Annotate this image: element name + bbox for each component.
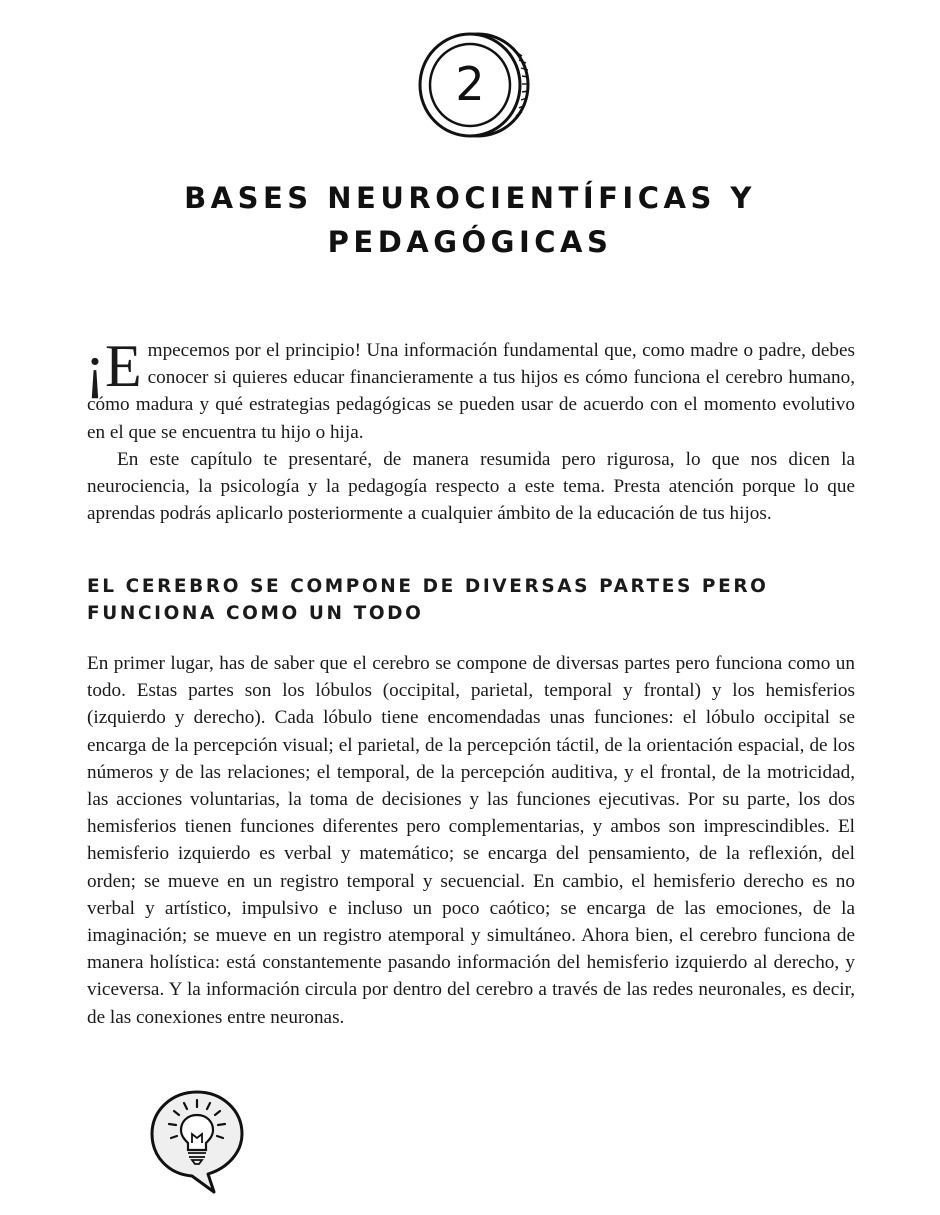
chapter-title-line-2: PEDAGÓGICAS xyxy=(327,225,613,259)
intro-text xyxy=(85,333,855,527)
section-heading xyxy=(87,573,867,627)
drop-cap: ¡E xyxy=(85,333,142,399)
chapter-number: 2 xyxy=(455,57,485,111)
section-body xyxy=(87,650,855,1031)
section-heading-line-1: EL CEREBRO SE COMPONE DE DIVERSAS PARTES PERO xyxy=(87,576,769,597)
chapter-title-line-1: BASES NEUROCIENTÍFICAS Y xyxy=(184,181,756,215)
chapter-title xyxy=(120,176,820,264)
intro-paragraph-2: En este capítulo te presentaré, de manera resumida pero rigurosa, lo que nos dicen la neurociencia, la psicología y la pedagogía respecto a este tema. Presta atención porque lo que aprendas podrás aplicarlo posteriormente a cualquier ámbito de la educación de tus hijos. xyxy=(87,448,855,525)
lightbulb-speech-bubble-icon xyxy=(148,1088,246,1194)
intro-paragraph-1-text: mpecemos por el principio! Una información fundamental que, como madre o padre, debes conocer si quieres educar financieramente a tus hijos es cómo funciona el cerebro humano, cómo madura y qué estrategias pedagógicas se pueden usar de acuerdo con el momento evolutivo en el que se encuentra tu hijo o hija. xyxy=(87,340,855,443)
section-heading-line-2: FUNCIONA COMO UN TODO xyxy=(87,603,424,624)
section-paragraph: En primer lugar, has de saber que el cerebro se compone de diversas partes pero funciona como un todo. Estas partes son los lóbulos (occipital, parietal, temporal y frontal) y los hemisferios (izquierdo y derecho). Cada lóbulo tiene encomendadas unas funciones: el lóbulo occipital se encarga de la percepción visual; el parietal, de la percepción táctil, de la orientación espacial, de los números y de las relaciones; el temporal, de la percepción auditiva, y el frontal, de la motricidad, las acciones voluntarias, la toma de decisiones y las funciones ejecutivas. Por su parte, los dos hemisferios tienen funciones diferentes pero complementarias, y ambos son imprescindibles. El hemisferio izquierdo es verbal y matemático; se encarga del pensamiento, de la reflexión, del orden; se mueve en un registro temporal y secuencial. En cambio, el hemisferio derecho es no verbal y artístico, impulsivo e incluso un poco caótico; se encarga de las emociones, de la imaginación; se mueve en un registro atemporal y simultáneo. Ahora bien, el cerebro funciona de manera holística: está constantemente pasando información del hemisferio izquierdo al derecho, y viceversa. Y la información circula por dentro del cerebro a través de las redes neuronales, es decir, de las conexiones entre neuronas. xyxy=(87,653,855,1028)
chapter-number-coin-icon xyxy=(416,30,532,140)
intro-paragraph-1 xyxy=(85,333,855,446)
